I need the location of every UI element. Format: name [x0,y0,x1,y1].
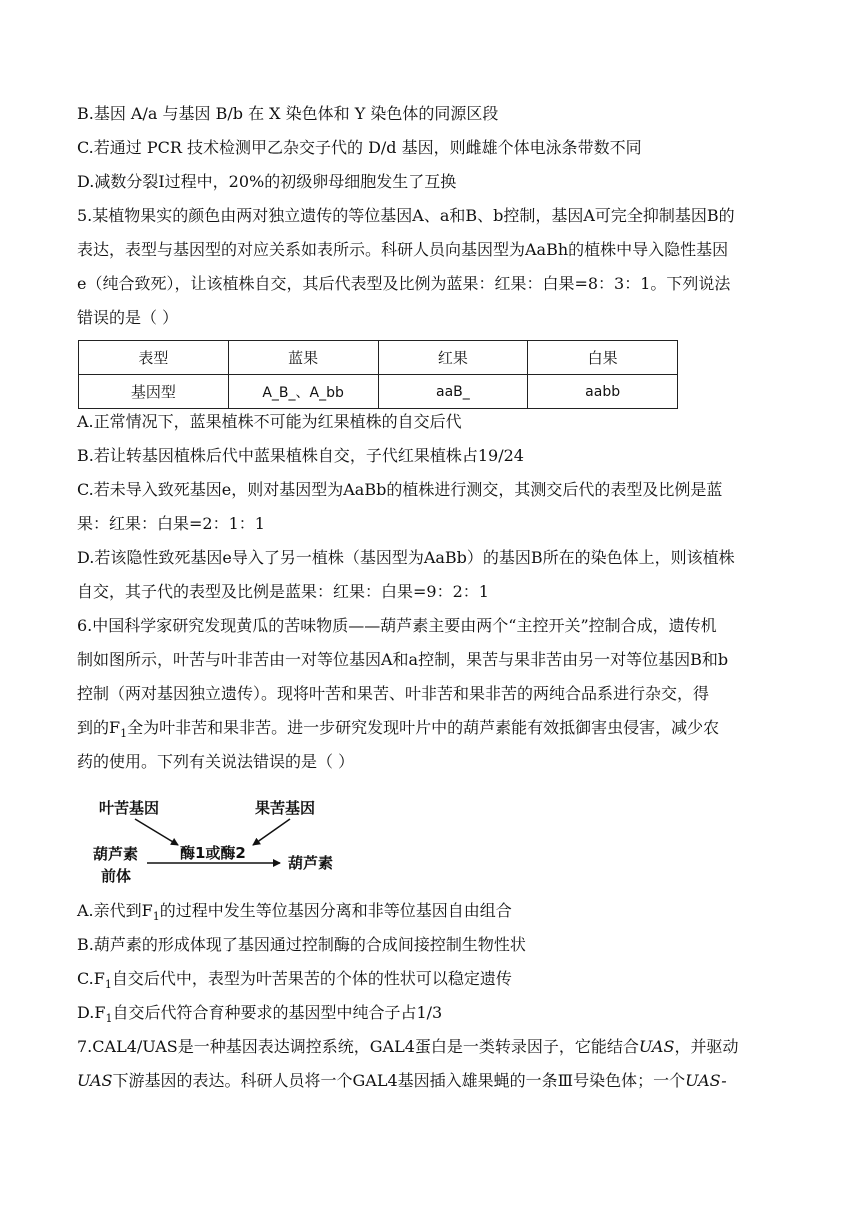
table-cell: 基因型 [79,375,229,409]
q6-stem-line-2: 制如图所示，叶苦与叶非苦由一对等位基因A和a控制，果苦与果非苦由另一对等位基因B和b [77,650,729,669]
q4-option-d: D.减数分裂Ⅰ过程中，20%的初级卵母细胞发生了互换 [77,172,457,191]
option-text: 自交后代符合育种要求的基因型中纯合子占1/3 [112,1003,443,1022]
option-text: 的过程中发生等位基因分离和非等位基因自由组合 [159,901,512,920]
q6-stem-line-5: 药的使用。下列有关说法错误的是（ ） [77,752,355,771]
q6-option-c [77,969,787,992]
leaf-gene-arrow [135,819,178,845]
q4-option-c: C.若通过 PCR 技术检测甲乙杂交子代的 D/d 基因，则雌雄个体电泳条带数不同 [77,138,642,157]
q7-text: 7.CAL4/UAS是一种基因表达调控系统，GAL4蛋白是一类转录因子，它能结合 [77,1037,639,1056]
q7-text: ，并驱动 [674,1037,739,1056]
subscript: 1 [105,1012,113,1026]
q7-stem-line-2 [77,1071,787,1091]
q5-option-c-line-2: 果：红果：白果=2：1：1 [77,514,265,533]
q6-stem-line-4 [77,718,787,741]
q7-italic-term: UAS- [685,1071,727,1090]
q5-option-a: A.正常情况下，蓝果植株不可能为红果植株的自交后代 [77,412,462,431]
q5-stem-line-3: e（纯合致死），让该植株自交，其后代表型及比例为蓝果：红果：白果=8：3：1。下列说法 [77,274,731,293]
q5-option-c-line-1: C.若未导入致死基因e，则对基因型为AaBb的植株进行测交，其测交后代的表型及比例是蓝 [77,480,723,499]
q5-stem-line-1: 5.某植物果实的颜色由两对独立遗传的等位基因A、a和B、b控制，基因A可完全抑制基因B的 [77,206,735,225]
table-cell: 表型 [79,341,229,375]
q6-option-d [77,1003,787,1026]
q6-stem-line-1: 6.中国科学家研究发现黄瓜的苦味物质——葫芦素主要由两个“主控开关”控制合成，遗传机 [77,616,717,635]
q5-stem-line-4: 错误的是（ ） [77,308,179,327]
leaf-bitter-gene-label: 叶苦基因 [99,799,160,817]
q6-option-a [77,901,787,924]
fruit-bitter-gene-label: 果苦基因 [255,799,316,817]
option-text: D.F [77,1003,106,1022]
phenotype-genotype-table [78,340,678,409]
q5-option-b: B.若让转基因植株后代中蓝果植株自交，子代红果植株占19/24 [77,446,524,465]
table-cell: 蓝果 [228,341,378,375]
q6-stem-line-3: 控制（两对基因独立遗传）。现将叶苦和果苦、叶非苦和果非苦的两纯合品系进行杂交，得 [77,684,710,703]
table-cell: A_B_、A_bb [228,375,378,409]
table-cell: 红果 [378,341,528,375]
subscript: 1 [104,978,112,992]
table-row [79,341,678,375]
table-cell: aabb [528,375,678,409]
precursor-label: 前体 [101,867,132,885]
product-label: 葫芦素 [288,854,334,872]
q4-option-b: B.基因 A/a 与基因 B/b 在 X 染色体和 Y 染色体的同源区段 [77,104,499,123]
q5-option-d-line-2: 自交，其子代的表型及比例是蓝果：红果：白果=9：2：1 [77,582,489,601]
table-cell: 白果 [528,341,678,375]
table-row [79,375,678,409]
fruit-gene-arrow [253,819,290,845]
q7-stem-line-1 [77,1037,787,1057]
q7-text: 下游基因的表达。科研人员将一个GAL4基因插入雄果蝇的一条Ⅲ号染色体；一个 [112,1071,686,1090]
subscript: 1 [120,727,128,741]
cucurbitacin-pathway-diagram [85,795,365,890]
table-cell: aaB_ [378,375,528,409]
option-text: A.亲代到F [77,901,153,920]
q7-italic-term: UAS [77,1071,113,1090]
q5-stem-line-2: 表达，表型与基因型的对应关系如表所示。科研人员向基因型为AaBh的植株中导入隐性基因 [77,240,729,259]
q6-option-b: B.葫芦素的形成体现了基因通过控制酶的合成间接控制生物性状 [77,935,526,954]
q6-stem-text: 到的F [77,718,121,737]
enzyme-label: 酶1或酶2 [180,844,246,862]
option-text: 自交后代中，表型为叶苦果苦的个体的性状可以稳定遗传 [111,969,512,988]
q5-option-d-line-1: D.若该隐性致死基因e导入了另一植株（基因型为AaBb）的基因B所在的染色体上，则该植株 [77,548,735,567]
option-text: C.F [77,969,105,988]
precursor-label: 葫芦素 [93,845,139,863]
subscript: 1 [152,910,160,924]
q7-italic-term: UAS [638,1037,675,1056]
q6-stem-text: 全为叶非苦和果非苦。进一步研究发现叶片中的葫芦素能有效抵御害虫侵害，减少农 [127,718,720,737]
